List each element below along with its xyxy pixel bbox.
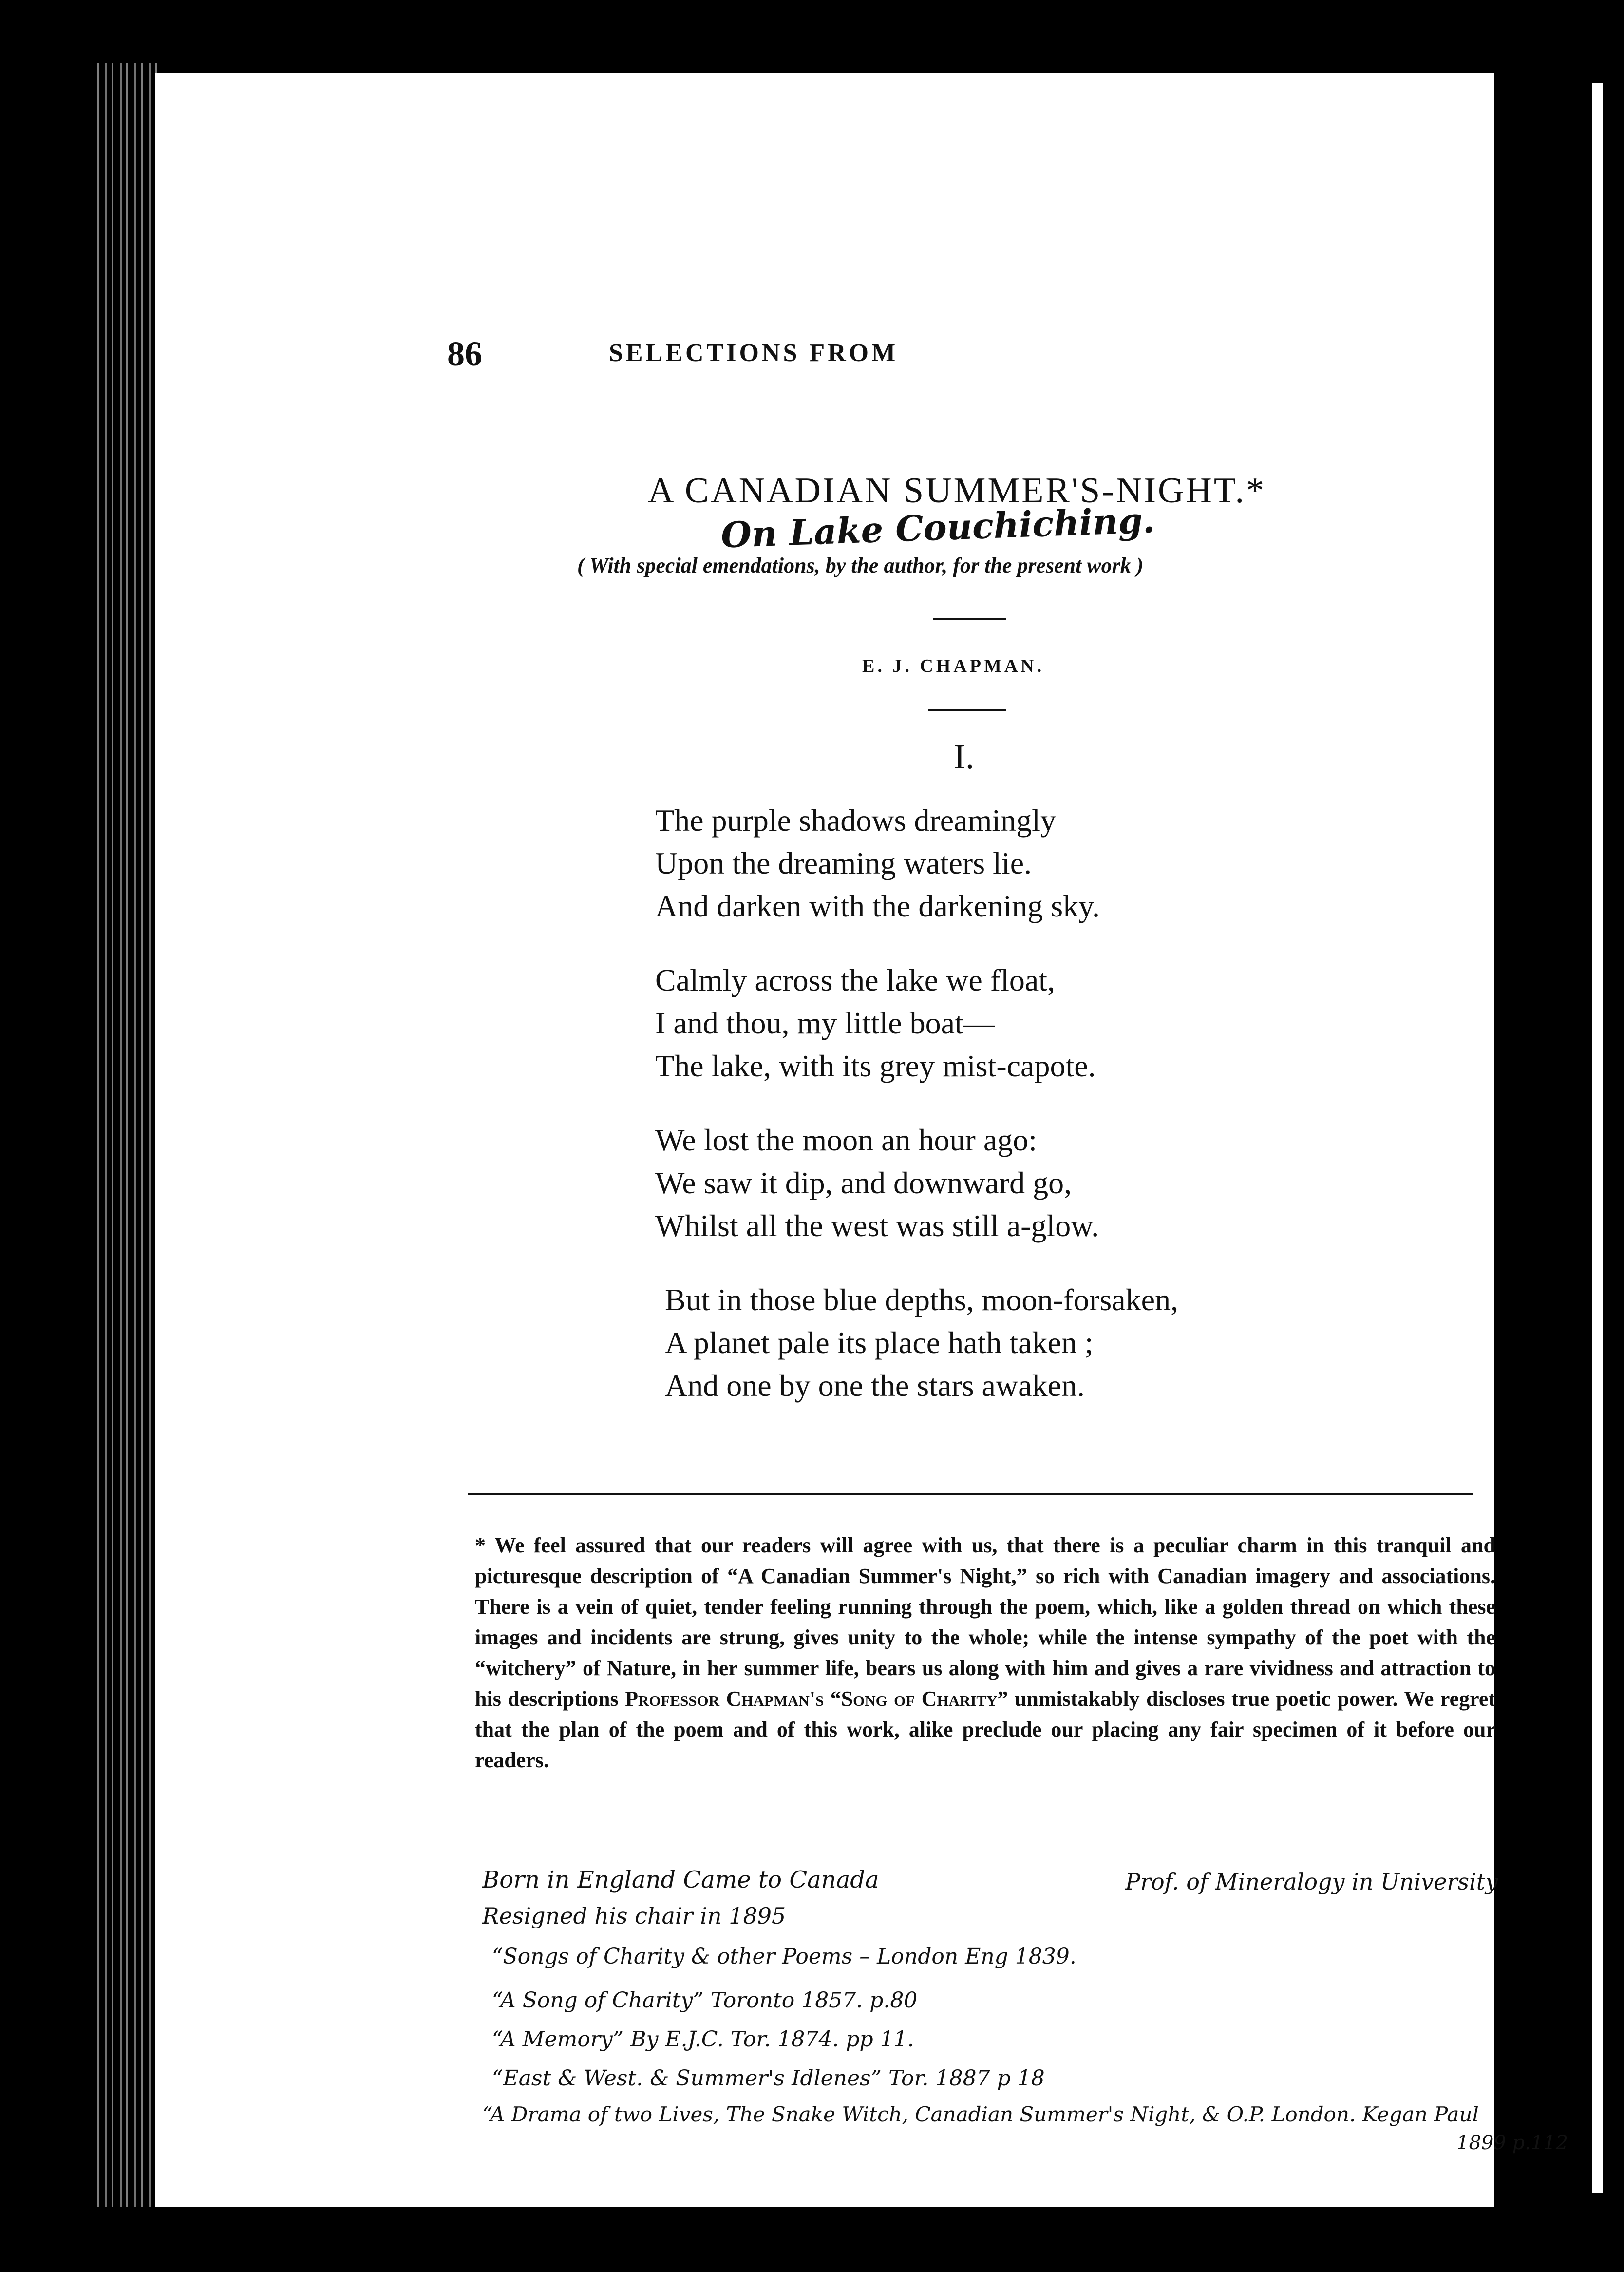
footnote-text-part-1: * We feel assured that our readers will agree with us, that there is a peculiar charm in this tranquil and picturesque description of “A Canadian Summer's Night,” so rich with Canadian imagery and associations. There is a vein of quiet, tender feeling running through the poem, which, like a golden thread on which these images and incidents are strung, gives unity to the whole; while the intense sympathy of the poet with the “witchery” of Nature, in her summer life, bears us along with him and gives a rare vividness and attraction to his descriptions: [475, 1533, 1495, 1711]
poem-line: The lake, with its grey mist-capote.: [655, 1049, 1096, 1083]
handwritten-title-insert: On Lake Couchiching.: [720, 499, 1155, 556]
poem-line: Whilst all the west was still a-glow.: [655, 1208, 1099, 1243]
footnote-text-part-2: unmistakably discloses true poetic power. We regret that the plan of the poem and of this work, alike preclude our placing any fair specimen of it before our readers.: [475, 1687, 1496, 1772]
poem-author: E. J. CHAPMAN.: [862, 656, 1045, 676]
stanza: [655, 799, 1337, 928]
handwritten-note: “A Memory” By E.J.C. Tor. 1874. pp 11.: [492, 2027, 914, 2052]
poem-line: Upon the dreaming waters lie.: [655, 846, 1032, 880]
section-number: I.: [954, 737, 974, 776]
poem-line: I and thou, my little boat—: [655, 1006, 995, 1040]
footnote-smallcaps-label: Professor Chapman's “Song of Charity”: [625, 1687, 1008, 1711]
footnote-separator: [468, 1493, 1473, 1495]
page-edge-strip: [1592, 83, 1603, 2193]
handwritten-note: “East & West. & Summer's Idlenes” Tor. 1887 p 18: [492, 2066, 1045, 2091]
handwritten-note: “A Song of Charity” Toronto 1857. p.80: [492, 1988, 918, 2013]
poem-line: And darken with the darkening sky.: [655, 889, 1100, 923]
handwritten-note: “A Drama of two Lives, The Snake Witch, Canadian Summer's Night, & O.P. London. Kegan Paul: [482, 2102, 1479, 2126]
handwritten-note: Prof. of Mineralogy in University: [1125, 1869, 1498, 1895]
poem-line: But in those blue depths, moon-forsaken,: [665, 1282, 1179, 1317]
poem-subtitle: ( With special emendations, by the author, for the present work ): [577, 554, 1144, 577]
poem-line: Calmly across the lake we float,: [655, 963, 1056, 997]
poem-line: The purple shadows dreamingly: [655, 803, 1056, 838]
handwritten-note: 1899 p.112: [1456, 2132, 1568, 2154]
book-spine-edge: [93, 63, 161, 2207]
poem-line: And one by one the stars awaken.: [665, 1368, 1085, 1403]
poem-body: [655, 799, 1337, 1438]
footnote: [475, 1530, 1495, 1776]
page-number: 86: [447, 334, 482, 373]
author-rule: [928, 709, 1006, 711]
poem-line: A planet pale its place hath taken ;: [665, 1325, 1094, 1360]
stanza: [655, 1279, 1337, 1407]
handwritten-note: “Songs of Charity & other Poems – London Eng 1839.: [492, 1944, 1076, 1969]
title-rule: [933, 618, 1006, 620]
handwritten-note: Resigned his chair in 1895: [482, 1903, 786, 1929]
stanza: [655, 959, 1337, 1088]
handwritten-note: Born in England Came to Canada: [482, 1866, 879, 1893]
poem-line: We lost the moon an hour ago:: [655, 1123, 1038, 1157]
poem-line: We saw it dip, and downward go,: [655, 1165, 1072, 1200]
running-head: SELECTIONS FROM: [609, 339, 899, 367]
poem-title: A CANADIAN SUMMER'S-NIGHT.*: [648, 471, 1266, 511]
stanza: [655, 1119, 1337, 1247]
